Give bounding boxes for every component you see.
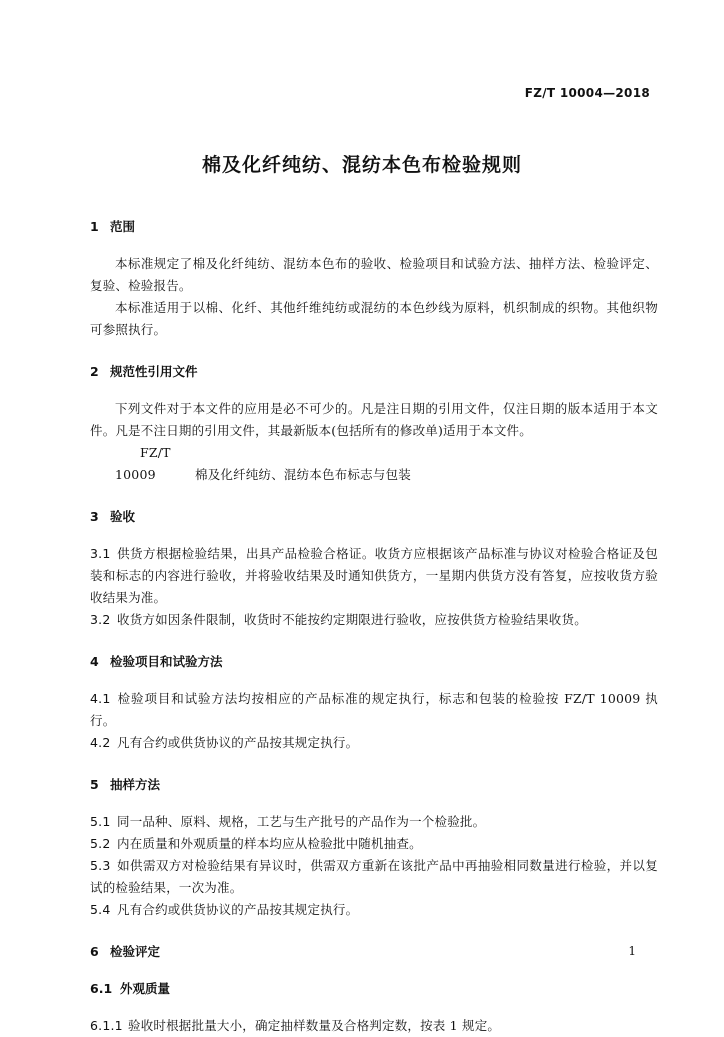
section-title: 抽样方法 xyxy=(110,777,161,792)
clause-number: 5.4 xyxy=(90,902,111,917)
page-number: 1 xyxy=(628,944,636,958)
clause-number: 6.1.1 xyxy=(90,1018,123,1033)
section-title: 验收 xyxy=(110,509,136,524)
section-title: 检验项目和试验方法 xyxy=(110,654,223,669)
section-2-heading xyxy=(90,361,658,383)
scope-paragraph-1: 本标准规定了棉及化纤纯纺、混纺本色布的验收、检验项目和试验方法、抽样方法、检验评定、复验、检验报告。 xyxy=(90,256,658,293)
clause-6-1-1 xyxy=(90,1015,658,1037)
clause-number: 5.1 xyxy=(90,814,111,829)
clause-number: 5.2 xyxy=(90,836,111,851)
section-number: 4 xyxy=(90,654,99,669)
clause-text: 内在质量和外观质量的样本均应从检验批中随机抽查。 xyxy=(117,836,422,851)
clause-5-2 xyxy=(90,833,658,855)
section-number: 6 xyxy=(90,944,99,959)
section-title: 范围 xyxy=(110,219,136,234)
subsection-6-1-heading xyxy=(90,978,658,1000)
standard-code: FZ/T 10004—2018 xyxy=(524,86,650,100)
clause-text: 供货方根据检验结果，出具产品检验合格证。收货方应根据该产品标准与协议对检验合格证及包装和标志的内容进行验收，并将验收结果及时通知供货方，一星期内供货方没有答复，应按收货方验收结果为准。 xyxy=(90,546,658,605)
clause-number: 3.2 xyxy=(90,612,111,627)
clause-text: 凡有合约或供货协议的产品按其规定执行。 xyxy=(117,902,359,917)
section-5-heading xyxy=(90,774,658,796)
section-6-heading xyxy=(90,941,658,963)
reference-code: FZ/T 10009 xyxy=(115,445,171,482)
clause-text: 凡有合约或供货协议的产品按其规定执行。 xyxy=(117,735,359,750)
clause-number: 4.2 xyxy=(90,735,111,750)
section-3-heading xyxy=(90,506,658,528)
clause-number: 5.3 xyxy=(90,858,111,873)
subsection-number: 6.1 xyxy=(90,981,113,996)
section-number: 2 xyxy=(90,364,99,379)
clause-text: 同一品种、原料、规格，工艺与生产批号的产品作为一个检验批。 xyxy=(117,814,486,829)
clause-4-2 xyxy=(90,732,658,754)
section-1-heading xyxy=(90,216,658,238)
document-body xyxy=(90,216,658,1037)
subsection-title: 外观质量 xyxy=(120,981,171,996)
section-number: 1 xyxy=(90,219,99,234)
clause-5-4 xyxy=(90,899,658,921)
references-paragraph: 下列文件对于本文件的应用是必不可少的。凡是注日期的引用文件，仅注日期的版本适用于本文件。凡是不注日期的引用文件，其最新版本(包括所有的修改单)适用于本文件。 xyxy=(90,401,658,438)
reference-title: 棉及化纤纯纺、混纺本色布标志与包装 xyxy=(195,467,411,482)
clause-3-2 xyxy=(90,609,658,631)
clause-number: 4.1 xyxy=(90,691,111,706)
clause-5-3 xyxy=(90,855,658,899)
clause-text: 检验项目和试验方法均按相应的产品标准的规定执行，标志和包装的检验按 FZ/T 10009 执行。 xyxy=(90,691,658,728)
clause-number: 3.1 xyxy=(90,546,111,561)
section-4-heading xyxy=(90,651,658,673)
reference-entry xyxy=(90,442,658,486)
section-number: 5 xyxy=(90,777,99,792)
clause-3-1 xyxy=(90,543,658,609)
clause-text: 如供需双方对检验结果有异议时，供需双方重新在该批产品中再抽验相同数量进行检验，并以复试的检验结果，一次为准。 xyxy=(90,858,658,895)
section-title: 检验评定 xyxy=(110,944,161,959)
clause-4-1 xyxy=(90,688,658,732)
section-title: 规范性引用文件 xyxy=(110,364,198,379)
document-title: 棉及化纤纯纺、混纺本色布检验规则 xyxy=(201,154,522,176)
scope-paragraph-2: 本标准适用于以棉、化纤、其他纤维纯纺或混纺的本色纱线为原料，机织制成的织物。其他织物可参照执行。 xyxy=(90,300,658,337)
clause-text: 收货方如因条件限制，收货时不能按约定期限进行验收，应按供货方检验结果收货。 xyxy=(117,612,587,627)
section-number: 3 xyxy=(90,509,99,524)
clause-5-1 xyxy=(90,811,658,833)
clause-text: 验收时根据批量大小，确定抽样数量及合格判定数，按表 1 规定。 xyxy=(128,1018,501,1033)
